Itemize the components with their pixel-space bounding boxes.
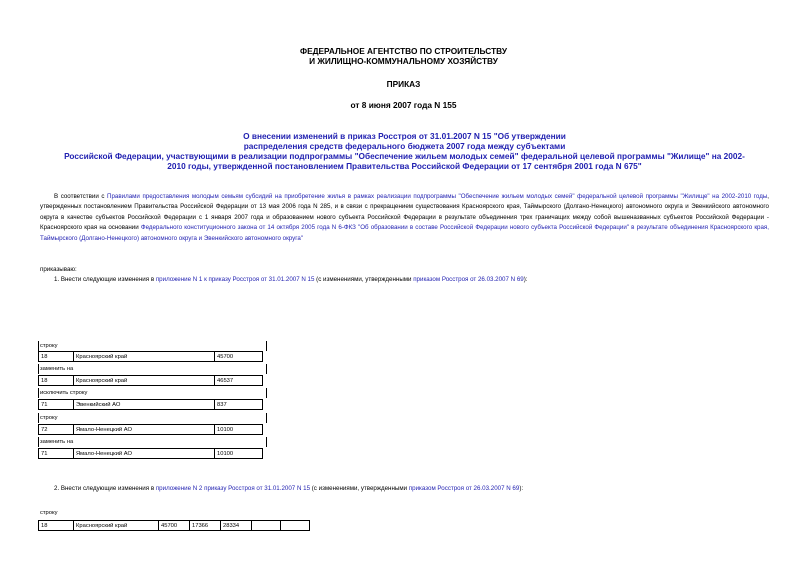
label-box — [38, 413, 267, 423]
preamble-paragraph — [40, 192, 769, 244]
item-2-post: ): — [519, 485, 524, 492]
item-2-appendix-link[interactable]: приложение N 2 приказу Росстроя от 31.01.2007 N 15 — [155, 485, 311, 492]
item-2-mid: (с изменениями, утвержденными — [310, 485, 409, 492]
table-row — [38, 520, 310, 531]
doc-type: ПРИКАЗ — [386, 79, 421, 89]
federal-law-link[interactable]: Федерального конституционного закона от 14 октября 2005 года N 6-ФКЗ "Об образовании в составе Российской Федерации нового субъекта Российской Федерации" в результате объединения Красноярского края, Таймырского (Долгано-Ненецкого) автономного округа и Эвенкийского автономного округа" — [40, 224, 769, 242]
cell-amount: 46537 — [215, 376, 263, 386]
cell-amount: 10100 — [215, 449, 263, 459]
cell-code: 18 — [39, 376, 74, 386]
cell-value-5 — [281, 521, 310, 531]
cell-value-2: 17366 — [190, 521, 221, 531]
cell-code: 72 — [39, 425, 74, 435]
preamble-text-2: , утвержденных постановлением Правительства Российской Федерации от 13 мая 2006 года N 285, и в связи с прекращением существования Красноярского края, Таймырского (Долгано-Ненецкого) автономного округа и Эвенкийского автономного округа в качестве субъектов Российской Федерации с 1 января 2007 года и образованием нового субъекта Российской Федерации в результате объединения трех граничащих между собой вышеназванных субъектов Российской Федерации - Красноярского края на основании — [40, 193, 769, 232]
cell-region: Красноярский край — [74, 376, 215, 386]
cell-region: Ямало-Ненецкий АО — [74, 449, 215, 459]
item-1-post: ): — [523, 276, 528, 283]
item-2 — [54, 485, 523, 493]
cell-region: Эвенкийский АО — [74, 400, 215, 410]
cell-region: Ямало-Ненецкий АО — [74, 425, 215, 435]
label-zamenit-1: заменить на — [40, 366, 74, 372]
table-row — [38, 351, 263, 362]
title-prefix: О внесении изменений в — [243, 131, 348, 141]
label-box — [38, 341, 267, 351]
cell-region: Красноярский край — [74, 521, 159, 531]
cell-code: 18 — [39, 521, 74, 531]
item-1-mid: (с изменениями, утвержденными — [314, 276, 414, 283]
cell-value-4 — [252, 521, 281, 531]
label-stroku-2: строку — [40, 415, 58, 421]
title-line-2: распределения средств федерального бюджета 2007 года между субъектами — [243, 141, 566, 151]
cell-region: Красноярский край — [74, 352, 215, 362]
title-order-link[interactable]: приказ Росстроя от 31.01.2007 N 15 "Об утверждении — [347, 131, 566, 141]
item-1 — [54, 276, 528, 284]
item-1-pre: 1. Внести следующие изменения в — [54, 276, 156, 283]
cell-code: 71 — [39, 449, 74, 459]
table-row — [38, 448, 263, 459]
label-stroku-3: строку — [40, 510, 58, 516]
title-line-4: 2010 годы, утвержденной постановлением Правительства Российской Федерации от 17 сентября 2001 года N 675" — [167, 161, 642, 171]
cell-code: 18 — [39, 352, 74, 362]
cell-amount: 45700 — [215, 352, 263, 362]
cell-code: 71 — [39, 400, 74, 410]
cell-value-1: 45700 — [159, 521, 190, 531]
table-row — [38, 375, 263, 386]
item-1-appendix-link[interactable]: приложение N 1 к приказу Росстроя от 31.01.2007 N 15 — [155, 276, 315, 283]
item-2-order-link[interactable]: приказом Росстроя от 26.03.2007 N 69 — [408, 485, 520, 492]
cell-amount: 10100 — [215, 425, 263, 435]
order-word: приказываю: — [40, 266, 77, 273]
table-row — [38, 424, 263, 435]
rules-link[interactable]: Правилами предоставления молодым семьям субсидий на приобретение жилья в рамках реализации подпрограммы "Обеспечение жильем молодых семей" федеральной целевой программы "Жилище" на 2002-2010 годы — [107, 193, 768, 200]
cell-value-3: 28334 — [221, 521, 252, 531]
label-zamenit-2: заменить на — [40, 439, 74, 445]
agency-line-2: И ЖИЛИЩНО-КОММУНАЛЬНОМУ ХОЗЯЙСТВУ — [309, 56, 498, 66]
label-isklyuchit: исключить строку — [40, 390, 88, 396]
title-line-1 — [40, 131, 769, 142]
title-line-3: Российской Федерации, участвующими в реализации подпрограммы "Обеспечение жильем молодых семей" федеральной целевой программы "Жилище" на 2002- — [64, 151, 745, 161]
cell-amount: 837 — [215, 400, 263, 410]
label-stroku-1: строку — [40, 343, 58, 349]
table-row — [38, 399, 263, 410]
preamble-text-1: В соответствии с — [54, 193, 108, 200]
item-1-order-link[interactable]: приказом Росстроя от 26.03.2007 N 69 — [413, 276, 524, 283]
agency-line-1: ФЕДЕРАЛЬНОЕ АГЕНТСТВО ПО СТРОИТЕЛЬСТВУ — [300, 46, 507, 56]
item-2-pre: 2. Внести следующие изменения в — [54, 485, 156, 492]
doc-date: от 8 июня 2007 года N 155 — [350, 100, 457, 110]
